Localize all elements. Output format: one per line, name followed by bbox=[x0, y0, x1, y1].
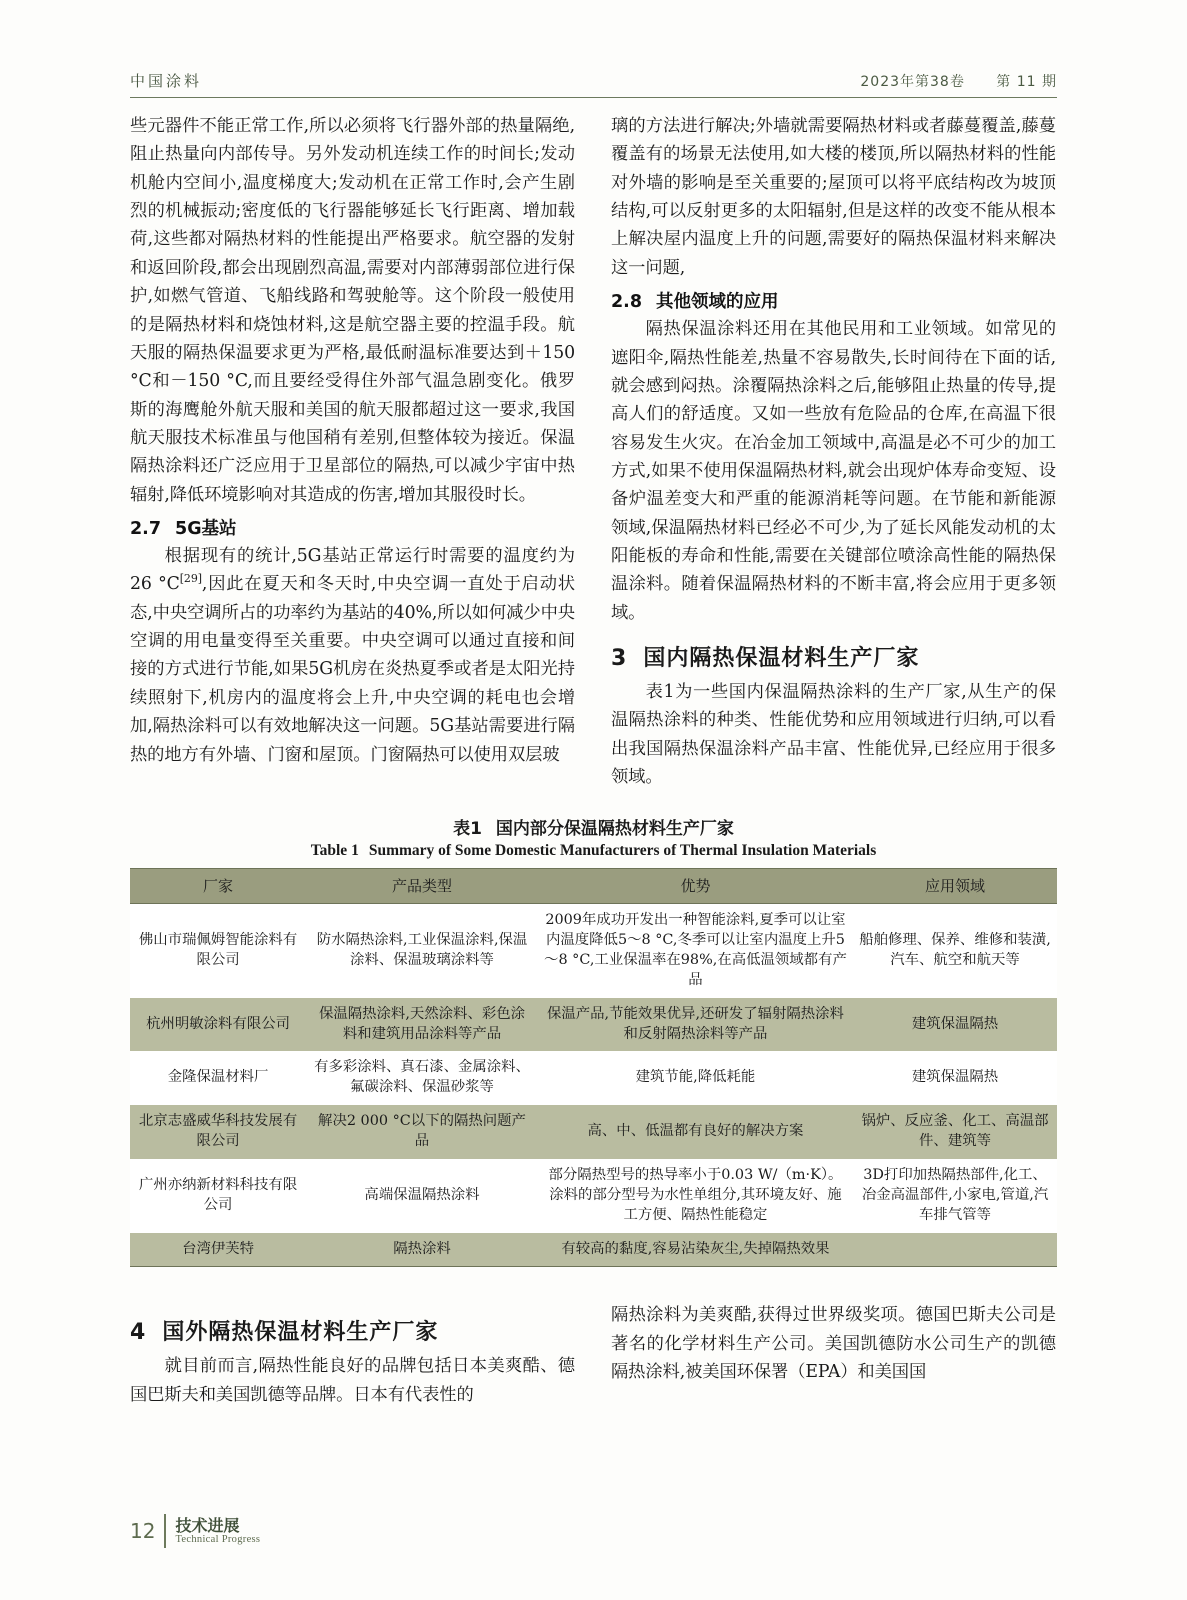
heading-2-8-number: 2.8 bbox=[611, 292, 643, 313]
heading-3-title: 国内隔热保温材料生产厂家 bbox=[643, 646, 920, 672]
issue-info bbox=[860, 71, 1057, 91]
cell-manufacturer: 广州亦纳新材料科技有限公司 bbox=[130, 1159, 306, 1233]
table-1-caption-en: Summary of Some Domestic Manufacturers of Thermal Insulation Materials bbox=[368, 841, 877, 859]
cell-application: 3D打印加热隔热部件,化工、冶金高温部件,小家电,管道,汽车排气管等 bbox=[853, 1159, 1057, 1233]
cell-application: 建筑保温隔热 bbox=[853, 998, 1057, 1052]
table-1-wrapper bbox=[130, 814, 1057, 1268]
page-content bbox=[130, 70, 1057, 1409]
heading-4-title: 国外隔热保温材料生产厂家 bbox=[162, 1320, 439, 1346]
cell-advantages: 建筑节能,降低耗能 bbox=[538, 1051, 853, 1105]
table-1-caption-cn: 国内部分保温隔热材料生产厂家 bbox=[495, 818, 734, 839]
cell-manufacturer: 北京志盛威华科技发展有限公司 bbox=[130, 1105, 306, 1159]
volume-label: 2023年第38卷 bbox=[860, 74, 965, 90]
right-paragraph-3: 表1为一些国内保温隔热涂料的生产厂家,从生产的保温隔热涂料的种类、性能优势和应用领域进行归纳,可以看出我国隔热保温涂料产品丰富、性能优异,已经应用于很多领域。 bbox=[611, 682, 1056, 788]
right-paragraph-1: 璃的方法进行解决;外墙就需要隔热材料或者藤蔓覆盖,藤蔓覆盖有的场景无法使用,如大楼的楼顶,所以隔热材料的性能对外墙的影响是至关重要的;屋顶可以将平底结构改为坡顶结构,可以反射更多的太阳辐射,但是这样的改变不能从根本上解决屋内温度上升的问题,需要好的隔热保温材料来解决这一问题, bbox=[611, 116, 1056, 278]
left-column bbox=[130, 112, 575, 792]
bottom-left-paragraph: 就目前而言,隔热性能良好的品牌包括日本美爽酷、德国巴斯夫和美国凯德等品牌。日本有代表性的 bbox=[130, 1356, 575, 1405]
heading-2-7 bbox=[130, 515, 575, 540]
cell-product-type: 防水隔热涂料,工业保温涂料,保温涂料、保温玻璃涂料等 bbox=[306, 904, 538, 998]
footer-section-cn: 技术进展 bbox=[175, 1515, 240, 1535]
cell-product-type: 保温隔热涂料,天然涂料、彩色涂料和建筑用品涂料等产品 bbox=[306, 998, 538, 1052]
table-header-manufacturer: 厂家 bbox=[130, 868, 306, 904]
table-row bbox=[130, 904, 1057, 998]
heading-2-7-title: 5G基站 bbox=[175, 519, 237, 540]
cell-application: 建筑保温隔热 bbox=[853, 1051, 1057, 1105]
cell-advantages: 2009年成功开发出一种智能涂料,夏季可以让室内温度降低5～8 °C,冬季可以让室内温度上升5～8 °C,工业保温率在98%,在高低温领域都有产品 bbox=[538, 904, 853, 998]
table-row bbox=[130, 1051, 1057, 1105]
table-header-product-type: 产品类型 bbox=[306, 868, 538, 904]
footer-section bbox=[175, 1517, 260, 1546]
table-header-advantages: 优势 bbox=[538, 868, 853, 904]
heading-4-number: 4 bbox=[130, 1320, 147, 1346]
heading-3-number: 3 bbox=[611, 646, 628, 672]
table-1-title-cn bbox=[130, 814, 1057, 839]
cell-manufacturer: 台湾伊芙特 bbox=[130, 1233, 306, 1267]
cell-advantages: 高、中、低温都有良好的解决方案 bbox=[538, 1105, 853, 1159]
journal-name: 中国涂料 bbox=[130, 72, 203, 90]
cell-application bbox=[853, 1233, 1057, 1267]
right-column bbox=[611, 112, 1056, 792]
bottom-right-column bbox=[611, 1301, 1056, 1409]
heading-2-8 bbox=[611, 288, 1056, 313]
table-header-application: 应用领域 bbox=[853, 868, 1057, 904]
table-1-title-en bbox=[130, 842, 1057, 860]
bottom-right-paragraph: 隔热涂料为美爽酷,获得过世界级奖项。德国巴斯夫公司是著名的化学材料生产公司。美国凯德防水公司生产的凯德隔热涂料,被美国环保署（EPA）和美国国 bbox=[611, 1305, 1056, 1383]
table-1-label-cn: 表1 bbox=[453, 818, 482, 839]
issue-label: 第 11 期 bbox=[996, 74, 1057, 90]
heading-2-7-number: 2.7 bbox=[130, 519, 162, 540]
cell-advantages: 部分隔热型号的热导率小于0.03 W/（m·K）。涂料的部分型号为水性单组分,其环境友好、施工方便、隔热性能稳定 bbox=[538, 1159, 853, 1233]
left-paragraph-2 bbox=[130, 542, 575, 769]
table-row bbox=[130, 1105, 1057, 1159]
heading-3 bbox=[611, 641, 1056, 672]
table-row bbox=[130, 1159, 1057, 1233]
cell-advantages: 保温产品,节能效果优异,还研发了辐射隔热涂料和反射隔热涂料等产品 bbox=[538, 998, 853, 1052]
cell-advantages: 有较高的黏度,容易沾染灰尘,失掉隔热效果 bbox=[538, 1233, 853, 1267]
heading-2-8-title: 其他领域的应用 bbox=[656, 292, 779, 313]
running-head bbox=[130, 70, 1057, 98]
cell-application: 船舶修理、保养、维修和装潢,汽车、航空和航天等 bbox=[853, 904, 1057, 998]
left-paragraph-2-pre: 根据现有的统计,5G基站正常运行时需要的温度约为26 °C bbox=[130, 546, 575, 595]
cell-manufacturer: 金隆保温材料厂 bbox=[130, 1051, 306, 1105]
cell-product-type: 高端保温隔热涂料 bbox=[306, 1159, 538, 1233]
citation-29: [29] bbox=[179, 572, 202, 586]
two-column-body bbox=[130, 112, 1057, 792]
table-row bbox=[130, 998, 1057, 1052]
cell-product-type: 隔热涂料 bbox=[306, 1233, 538, 1267]
cell-manufacturer: 佛山市瑞佩姆智能涂料有限公司 bbox=[130, 904, 306, 998]
bottom-two-column-body bbox=[130, 1301, 1057, 1409]
table-1-label-en: Table 1 bbox=[310, 841, 359, 859]
left-paragraph-2-post: ,因此在夏天和冬天时,中央空调一直处于启动状态,中央空调所占的功率约为基站的40%,所以如何减少中央空调的用电量变得至关重要。中央空调可以通过直接和间接的方式进行节能,如果5G机房在炎热夏季或者是太阳光持续照射下,机房内的温度将会上升,中央空调的耗电也会增加,隔热涂料可以有效地解决这一问题。5G基站需要进行隔热的地方有外墙、门窗和屋顶。门窗隔热可以使用双层玻 bbox=[130, 574, 575, 765]
heading-4 bbox=[130, 1315, 575, 1346]
footer-section-en: Technical Progress bbox=[175, 1534, 261, 1546]
table-row bbox=[130, 1233, 1057, 1267]
cell-manufacturer: 杭州明敏涂料有限公司 bbox=[130, 998, 306, 1052]
right-paragraph-2: 隔热保温涂料还用在其他民用和工业领域。如常见的遮阳伞,隔热性能差,热量不容易散失,长时间待在下面的话,就会感到闷热。涂覆隔热涂料之后,能够阻止热量的传导,提高人们的舒适度。又如一些放有危险品的仓库,在高温下很容易发生火灾。在冶金加工领域中,高温是必不可少的加工方式,如果不使用保温隔热材料,就会出现炉体寿命变短、设备炉温差变大和严重的能源消耗等问题。在节能和新能源领域,保温隔热材料已经必不可少,为了延长风能发动机的太阳能板的寿命和性能,需要在关键部位喷涂高性能的隔热保温涂料。随着保温隔热材料的不断丰富,将会应用于更多领域。 bbox=[611, 319, 1056, 623]
left-paragraph-1: 些元器件不能正常工作,所以必须将飞行器外部的热量隔绝,阻止热量向内部传导。另外发动机连续工作的时间长;发动机舱内空间小,温度梯度大;发动机在正常工作时,会产生剧烈的机械振动;密度低的飞行器能够延长飞行距离、增加载荷,这些都对隔热材料的性能提出严格要求。航空器的发射和返回阶段,都会出现剧烈高温,需要对内部薄弱部位进行保护,如燃气管道、飞船线路和驾驶舱等。这个阶段一般使用的是隔热材料和烧蚀材料,这是航空器主要的控温手段。航天服的隔热保温要求更为严格,最低耐温标准要达到＋150 °C和－150 °C,而且要经受得住外部气温急剧变化。俄罗斯的海鹰舱外航天服和美国的航天服都超过这一要求,我国航天服技术标准虽与他国稍有差别,但整体较为接近。保温隔热涂料还广泛应用于卫星部位的隔热,可以减少宇宙中热辐射,降低环境影响对其造成的伤害,增加其服役时长。 bbox=[130, 116, 575, 505]
cell-product-type: 有多彩涂料、真石漆、金属涂料、氟碳涂料、保温砂浆等 bbox=[306, 1051, 538, 1105]
cell-application: 锅炉、反应釜、化工、高温部件、建筑等 bbox=[853, 1105, 1057, 1159]
footer-divider bbox=[164, 1514, 166, 1548]
manufacturers-table bbox=[130, 868, 1057, 1268]
page-footer bbox=[130, 1514, 260, 1548]
bottom-left-column bbox=[130, 1301, 575, 1409]
cell-product-type: 解决2 000 °C以下的隔热问题产品 bbox=[306, 1105, 538, 1159]
table-header-row bbox=[130, 868, 1057, 904]
page-number: 12 bbox=[130, 1519, 156, 1543]
